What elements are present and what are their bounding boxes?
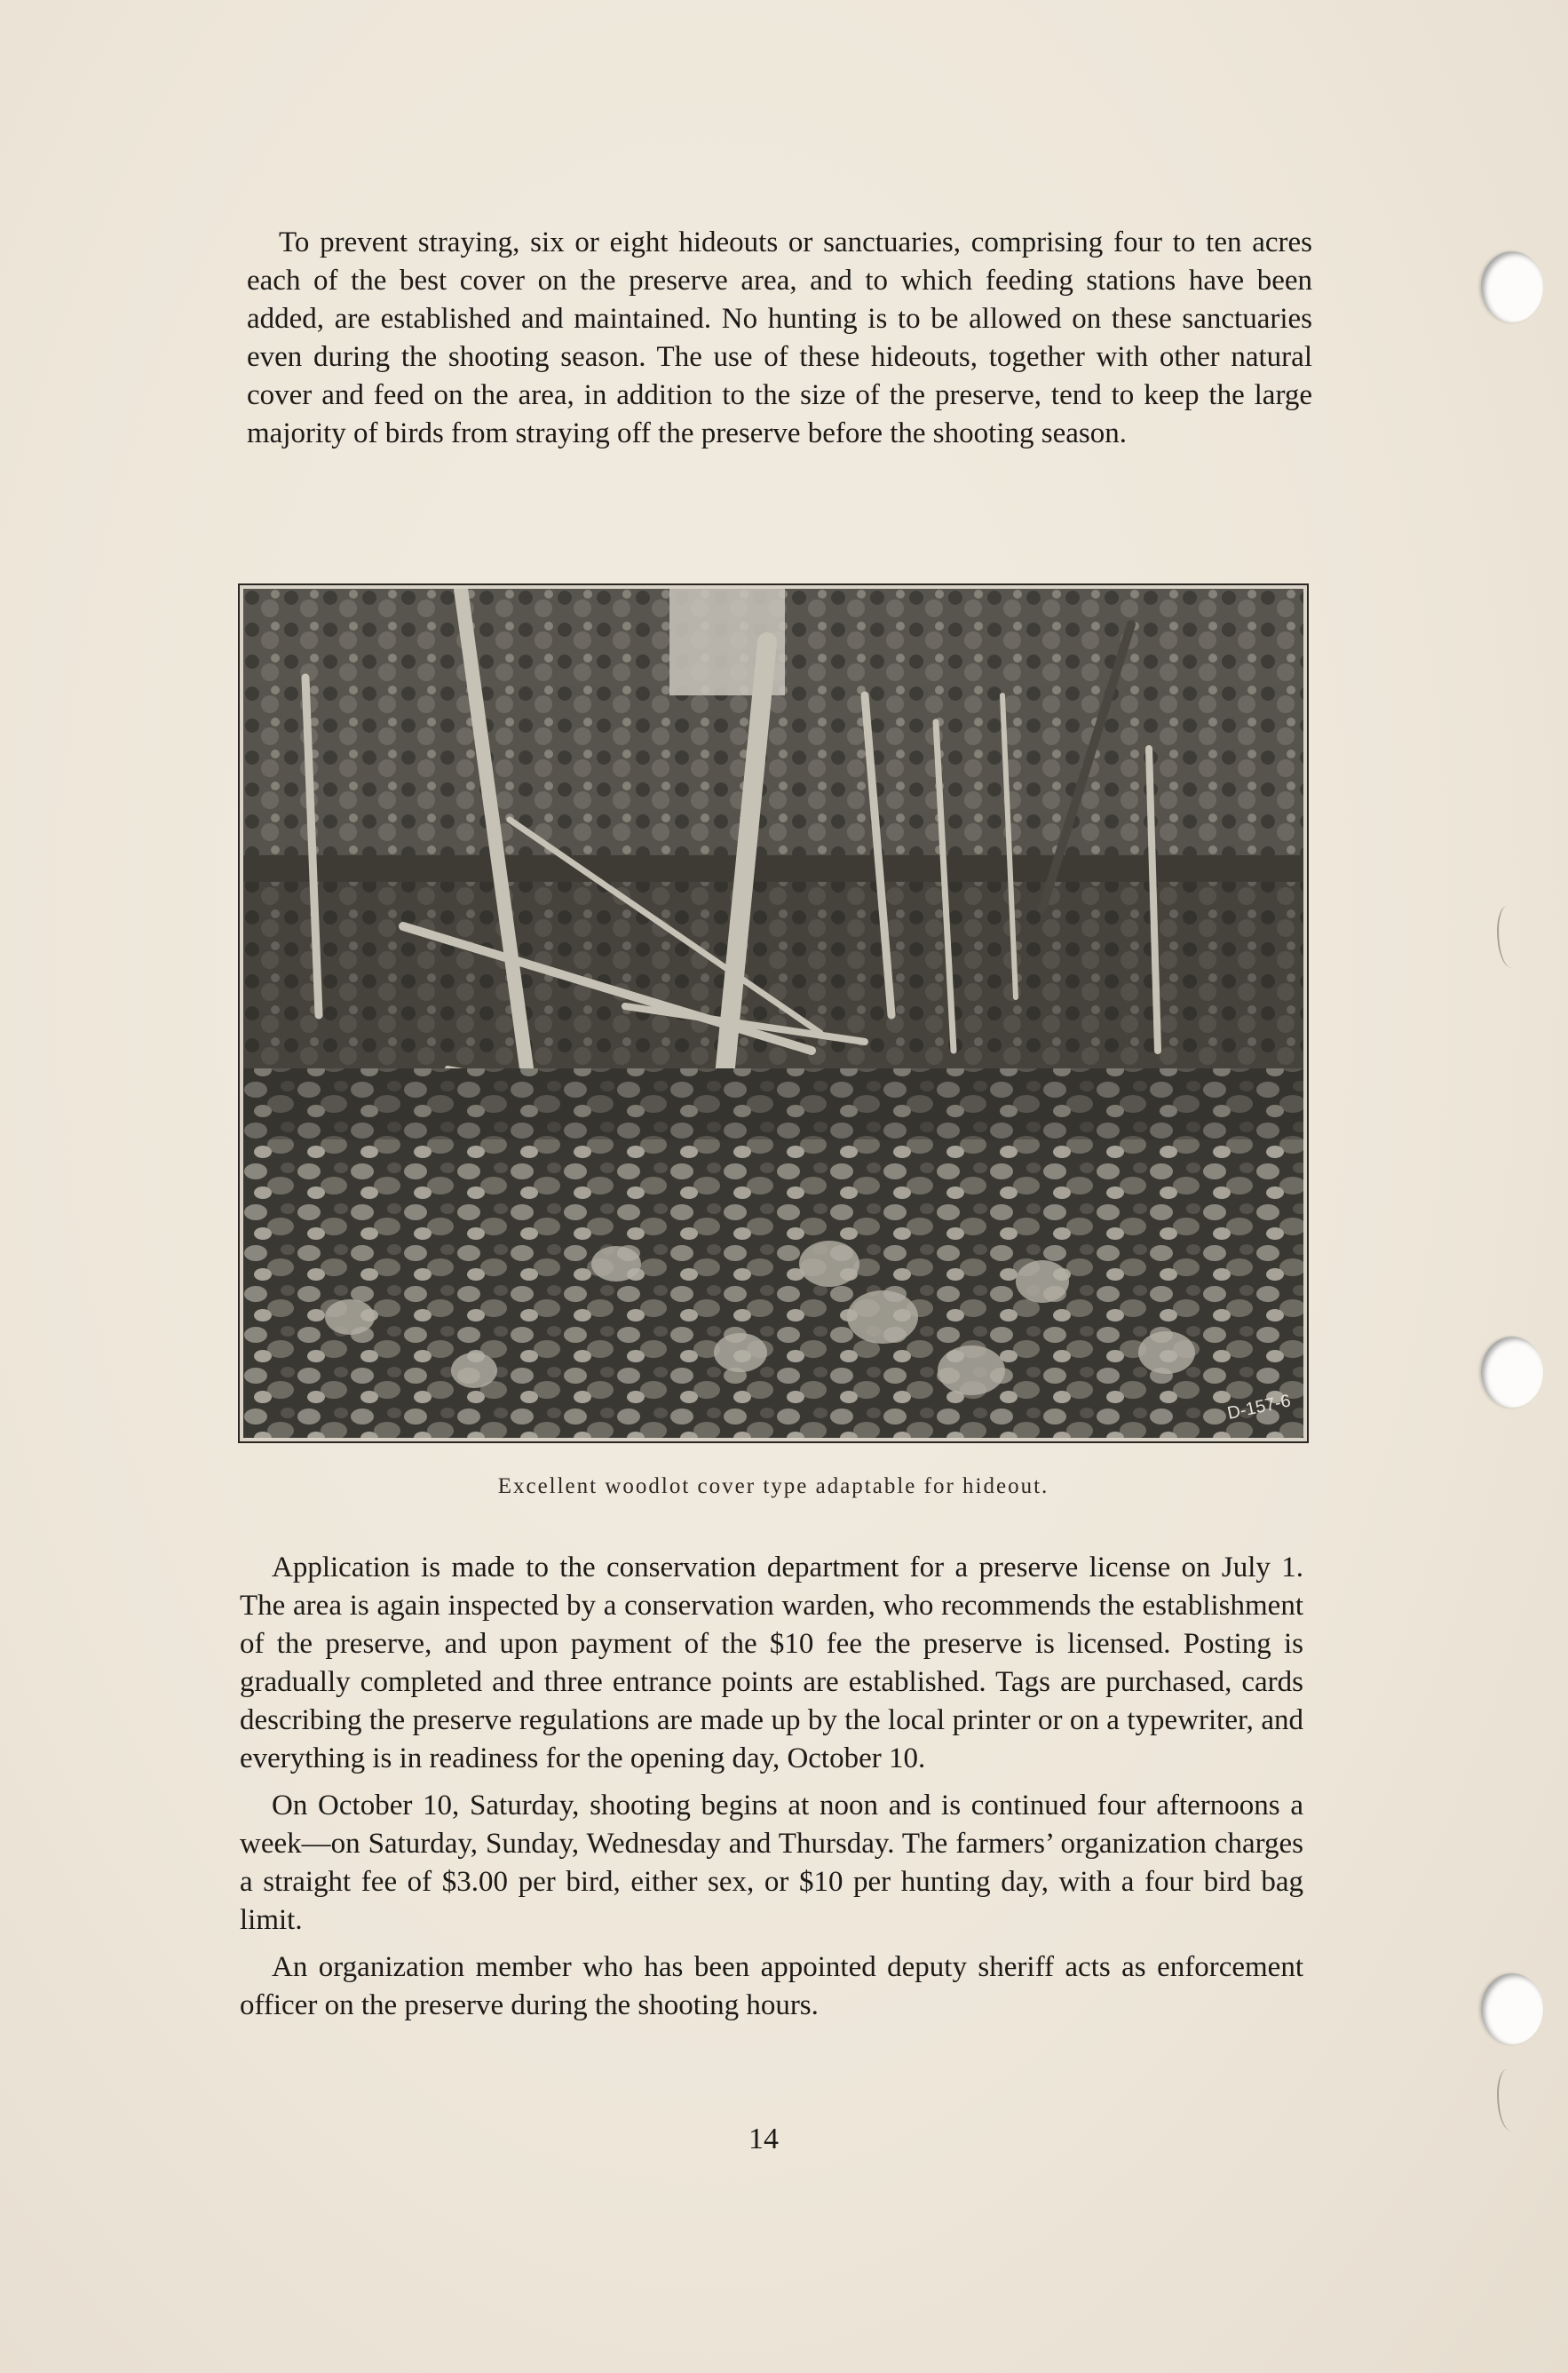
tear-mark	[1497, 2069, 1522, 2131]
woodlot-photo	[238, 583, 1309, 1443]
tear-mark	[1497, 906, 1522, 968]
punch-hole	[1481, 1337, 1543, 1408]
paragraph-enforcement: An organization member who has been appointed deputy sheriff acts as enforcement officer on the preserve during the shooting hours.	[240, 1951, 1303, 2021]
punch-hole	[1481, 251, 1543, 322]
paragraph-block-bottom	[240, 1549, 1303, 2025]
paragraph-hideouts: To prevent straying, six or eight hideouts or sanctuaries, comprising four to ten acres each of the best cover on the preserve area, and to which feeding stations have been added, are established and maintained. No hunting is to be allowed on these sanctuaries even during the shooting season. The use of these hideouts, together with other natural cover and feed on the area, in addition to the size of the preserve, tend to keep the large majority of birds from straying off the preserve before the shooting season.	[247, 226, 1312, 449]
woodlot-photo-image	[243, 589, 1303, 1438]
punch-hole	[1481, 1973, 1543, 2044]
paragraph-application: Application is made to the conservation department for a preserve license on July 1. The area is again inspected by a conservation warden, who recommends the establishment of the preserve, and upon payment of the $10 fee the preserve is licensed. Posting is gradually completed and three entrance points are established. Tags are purchased, cards describing the preserve regulations are made up by the local printer or on a typewriter, and everything is in readiness for the opening day, October 10.	[240, 1552, 1303, 1774]
paragraph-shooting-schedule: On October 10, Saturday, shooting begins at noon and is continued four afternoons a week—on Saturday, Sunday, Wednesday and Thursday. The farmers’ organization charges a straight fee of $3.00 per bird, either sex, or $10 per hunting day, with a four bird bag limit.	[240, 1790, 1303, 1936]
photo-code: D-157-6	[1225, 1391, 1293, 1424]
paragraph-block-top	[247, 224, 1312, 453]
page-number: 14	[748, 2123, 779, 2155]
photo-caption: Excellent woodlot cover type adaptable for hideout.	[497, 1474, 1049, 1498]
